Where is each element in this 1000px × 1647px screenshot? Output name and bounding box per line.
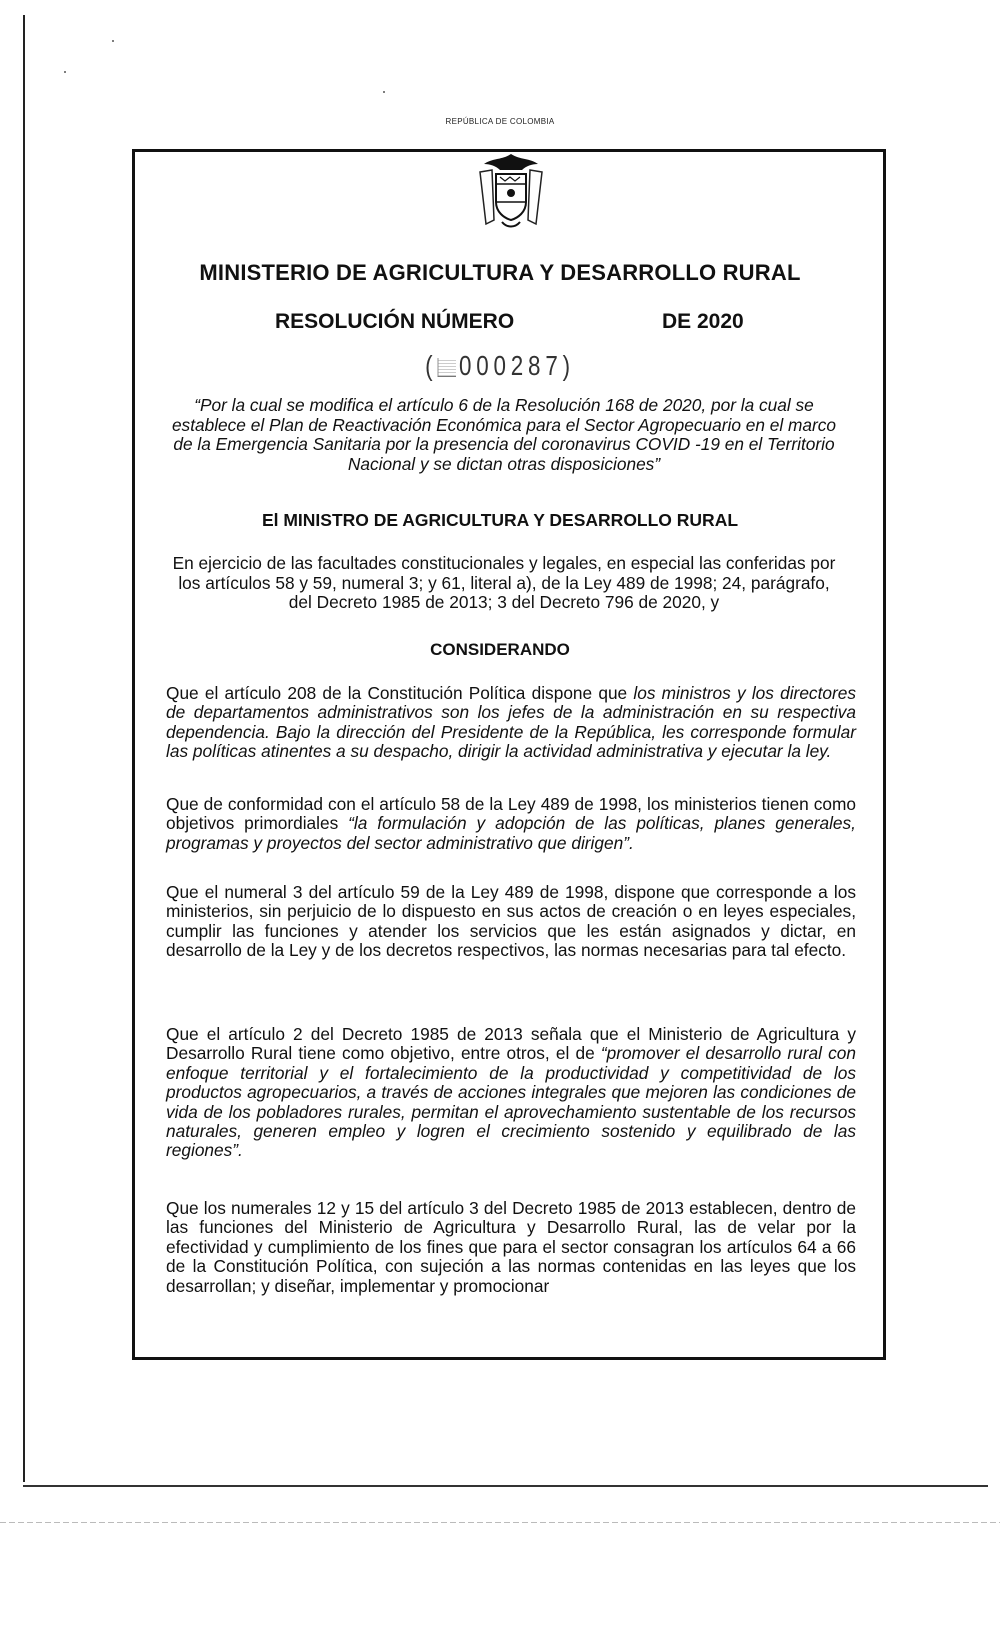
considerando-paragraph xyxy=(166,883,856,961)
paragraph-text: Que los numerales 12 y 15 del artículo 3 del Decreto 1985 de 2013 establecen, dentro de las funciones del Ministerio de Agricultura y Desarrollo Rural, las de velar por la efectividad y cumplimiento de los fines que para el sector consagran los artículos 64 a 66 de la Constitución Política, con sujeción a las normas contenidas en las leyes que los desarrollan; y diseñar, implementar y promocionar xyxy=(166,1198,856,1296)
considerando-paragraph xyxy=(166,1025,856,1161)
resolution-label: RESOLUCIÓN NÚMERO xyxy=(275,310,515,333)
powers-preamble: En ejercicio de las facultades constitucionales y legales, en especial las conferidas por los artículos 58 y 59, numeral 3; y 61, literal a), de la Ley 489 de 1998; 24, parágrafo, del Decreto 1985 de 2013; 3 del Decreto 796 de 2020, y xyxy=(172,553,836,612)
minister-heading: El MINISTRO DE AGRICULTURA Y DESARROLLO RURAL xyxy=(261,510,739,530)
paragraph-quote: “promover el desarrollo rural con enfoque territorial y el fortalecimiento de la productividad y competitividad de los productos agropecuarios, a través de acciones integrales que mejoren las condiciones de vida de los pobladores rurales, permitan el aprovechamiento sustentable de los recursos naturales, generen empleo y logren el crecimiento sostenido y equilibrado de las regiones”. xyxy=(166,1043,857,1161)
considerando-paragraph xyxy=(166,795,856,853)
paragraph-text: Que el artículo 208 de la Constitución Política dispone que xyxy=(166,683,634,703)
considerando-paragraph xyxy=(166,1199,856,1296)
paragraph-text: Que el numeral 3 del artículo 59 de la Ley 489 de 1998, dispone que corresponde a los ministerios, sin perjuicio de lo dispuesto en sus actos de creación o en leyes especiales, cumplir las funciones y atender los servicios que les están asignados y dictar, en desarrollo de la Ley y de los decretos respectivos, las normas necesarias para tal efecto. xyxy=(166,882,856,961)
scan-border-left xyxy=(23,15,25,1482)
resolution-number-stamp: ( 000287) xyxy=(425,350,575,381)
paragraph-text: Que el artículo 2 del Decreto 1985 de 2013 señala que el Ministerio de Agricultura y Desarrollo Rural tiene como objetivo, entre otros, el de xyxy=(166,1024,856,1064)
coat-of-arms-icon xyxy=(472,150,550,230)
scan-speck xyxy=(64,71,66,73)
ministry-title: MINISTERIO DE AGRICULTURA Y DESARROLLO RURAL xyxy=(199,260,801,285)
considerando-paragraph xyxy=(166,684,856,762)
scan-speck xyxy=(112,40,114,42)
resolution-year: DE 2020 xyxy=(662,310,744,333)
scan-artifact-line xyxy=(0,1522,1000,1523)
resolution-number: 000287 xyxy=(459,350,563,381)
scan-border-bottom xyxy=(23,1485,988,1487)
paragraph-quote: “la formulación y adopción de las políticas, planes generales, programas y proyectos del sector administrativo que dirigen”. xyxy=(166,813,856,853)
scan-speck xyxy=(383,91,385,93)
stamp-mark-icon xyxy=(437,358,455,377)
resolution-epigraph: “Por la cual se modifica el artículo 6 de la Resolución 168 de 2020, por la cual se establece el Plan de Reactivación Económica para el Sector Agropecuario en el marco de la Emergencia Sanitaria por la presencia del coronavirus COVID -19 en el Territorio Nacional y se dictan otras disposiciones” xyxy=(171,395,837,474)
paragraph-text: Que de conformidad con el artículo 58 de la Ley 489 de 1998, los ministerios tienen como objetivos primordiales xyxy=(166,794,856,834)
considerando-heading: CONSIDERANDO xyxy=(430,640,570,659)
paragraph-quote: los ministros y los directores de departamentos administrativos son los jefes de la administración en su respectiva dependencia. Bajo la dirección del Presidente de la República, les corresponde formular las políticas atinentes a su despacho, dirigir la actividad administrativa y ejecutar la ley. xyxy=(166,683,856,762)
country-header: REPÚBLICA DE COLOMBIA xyxy=(445,117,555,126)
